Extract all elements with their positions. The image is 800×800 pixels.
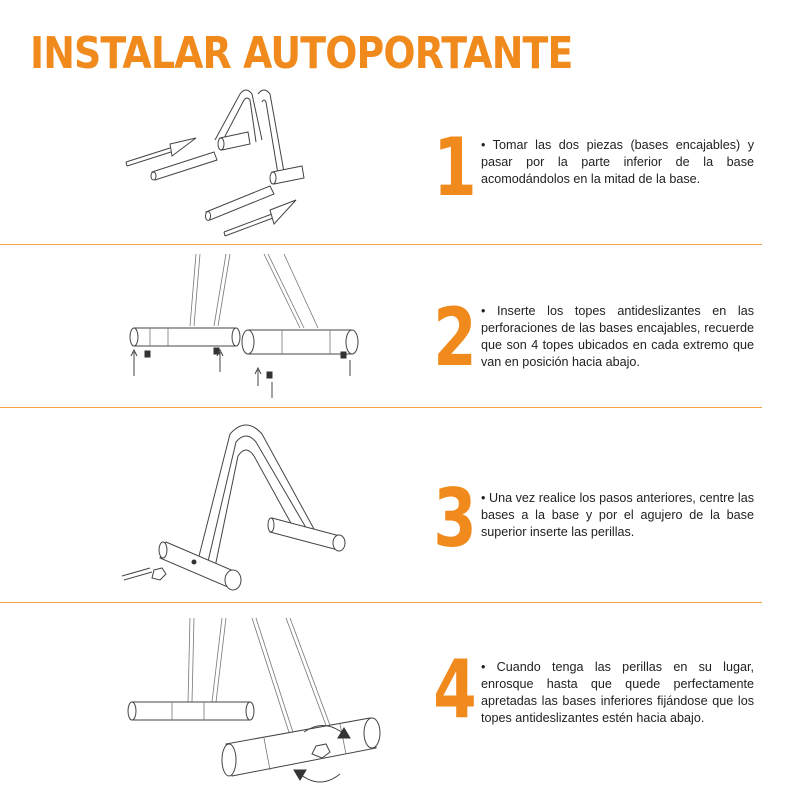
step-3-number: 3 — [433, 472, 477, 565]
step-1-number: 1 — [433, 121, 477, 214]
step-divider — [0, 602, 762, 603]
step-4-text: • Cuando tenga las perillas en su lugar, enrosque hasta que quede perfectamente apretadas las bases inferiores fijándose que los topes antideslizantes estén hacia abajo. — [481, 660, 754, 725]
step-2-illustration — [0, 248, 420, 403]
step-3-text: • Una vez realice los pasos anteriores, centre las bases a la base y por el agujero de la base superior inserte las perillas. — [481, 491, 754, 539]
step-2-text: • Inserte los topes antideslizantes en las perforaciones de las bases encajables, recuerde que son 4 topes ubicados en cada extremo que van en posición hacia abajo. — [481, 304, 754, 369]
step-1-text: • Tomar las dos piezas (bases encajables) y pasar por la parte inferior de la base acomodándolos en la mitad de la base. — [481, 138, 754, 186]
step-divider — [0, 407, 762, 408]
step-2-number: 2 — [433, 291, 477, 384]
step-3-illustration — [0, 412, 420, 597]
step-4-number: 4 — [433, 643, 477, 736]
step-divider — [0, 244, 762, 245]
page-title: INSTALAR AUTOPORTANTE — [30, 28, 573, 79]
step-4-illustration — [0, 606, 420, 800]
step-1-illustration — [0, 80, 420, 240]
